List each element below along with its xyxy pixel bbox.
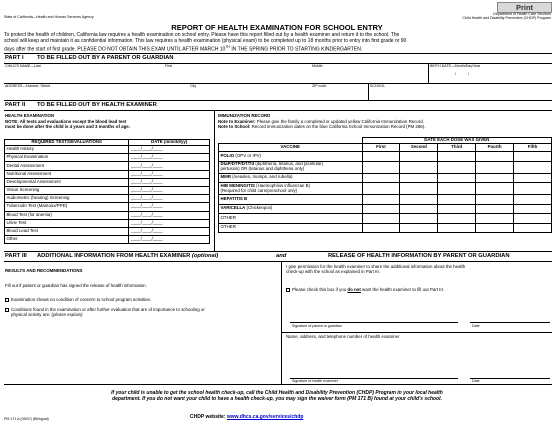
- immunization-title: IMMUNIZATION RECORD: [218, 113, 271, 118]
- dose-date-field[interactable]: [438, 152, 476, 162]
- dose-date-field[interactable]: [362, 152, 400, 162]
- test-date-field[interactable]: ____/____/____: [129, 146, 210, 154]
- part2-title: TO BE FILLED OUT BY HEALTH EXAMINER: [37, 102, 157, 108]
- examiner-info-field[interactable]: [286, 340, 550, 370]
- test-date-field[interactable]: ____/____/____: [129, 236, 210, 244]
- dose-date-field[interactable]: [476, 152, 514, 162]
- health-exam-note-1: NOTE: All tests and evaluations except the blood lead test: [5, 119, 127, 124]
- test-name: Blood Lead Test: [5, 227, 129, 235]
- health-exam-title: HEALTH EXAMINATION: [5, 113, 55, 118]
- examiner-signature-field[interactable]: [290, 368, 458, 378]
- vaccine-name: HIB MENINGITIS (Haemophilus influenzae B) (Required for child care/preschool only): [219, 183, 363, 195]
- vaccine-name: HEPATITIS B: [219, 195, 363, 205]
- table-row: [5, 195, 210, 203]
- form-title: REPORT OF HEALTH EXAMINATION FOR SCHOOL ENTRY: [171, 23, 383, 32]
- dose-fifth: Fifth: [514, 144, 552, 152]
- do-not-share-checkbox[interactable]: [286, 288, 290, 292]
- table-row: [5, 203, 210, 211]
- conditions-checkbox[interactable]: [5, 308, 9, 312]
- test-date-field[interactable]: ____/____/____: [129, 162, 210, 170]
- sig-parent-label: Signature of parent or guardian: [292, 324, 342, 328]
- test-name: Physical Examination: [5, 154, 129, 162]
- required-tests-table: [4, 139, 210, 244]
- test-date-field[interactable]: ____/____/____: [129, 154, 210, 162]
- imm-note-examiner: Note to Examiner: Please give the family a completed or updated yellow California Immunization Record.: [218, 119, 424, 124]
- test-name: Other: [5, 236, 129, 244]
- name-address-label: Name, address, and telephone number of health examiner: [286, 334, 400, 339]
- chdp-notice: If your child is unable to get the school health check-up, call the Child Health and Disability Prevention (CHDP) Program in your local health department. If you do not want your child to have a health check-up, you may sign the waiver form (PM 171 B) found at your child's school.: [111, 390, 443, 402]
- dose-date-field[interactable]: [476, 223, 514, 233]
- agency-right-1: Department of Health Care Services: [493, 12, 551, 16]
- dose-date-field[interactable]: [400, 161, 438, 173]
- no-concern-checkbox[interactable]: [5, 298, 9, 302]
- vaccine-name: OTHER: [219, 214, 363, 224]
- dose-date-field[interactable]: [514, 161, 552, 173]
- table-row: [5, 154, 210, 162]
- check-conditions: Conditions found in the examination or after further evaluation that are of importance to schooling or physical activity are: (please explain): [5, 307, 277, 317]
- dose-date-field[interactable]: [438, 173, 476, 183]
- agency-left: State of California—Health and Human Services Agency: [4, 15, 94, 19]
- birth-date-label: BIRTH DATE—Month/Day/Year: [430, 64, 481, 68]
- dose-date-field[interactable]: [400, 152, 438, 162]
- dose-date-field[interactable]: [476, 214, 514, 224]
- sig-examiner-date-label: Date: [472, 379, 480, 383]
- childs-name-label: CHILD'S NAME—Last: [5, 64, 41, 68]
- vaccine-name: DtaP/DTP/DT/Td (diphtheria, tetanus, and [acellular] pertussis) OR (tetanus and diphtheria only): [219, 161, 363, 173]
- intro-text: To protect the health of children, California law requires a health examination on school entry. Please have this report filled out by a health examiner and return it to the school. The school will keep and maintain it as confidential information. This law requires a health examination (physical exam) to be completed up to 18 months prior to entry into first grade or 90 days after the start of first grade. PLEASE DO NOT OBTAIN THIS EXAM UNTIL AFTER MARCH 10TH IN THE SPRING PRIOR TO STARTING KINDERGARTEN.: [4, 32, 407, 53]
- dose-date-field[interactable]: [438, 214, 476, 224]
- dose-date-field[interactable]: [514, 195, 552, 205]
- dose-third: Third: [438, 144, 476, 152]
- test-name: Vision Screening: [5, 186, 129, 194]
- dose-date-field[interactable]: [438, 183, 476, 195]
- dose-date-field[interactable]: [438, 195, 476, 205]
- test-date-field[interactable]: ____/____/____: [129, 186, 210, 194]
- part1-title: TO BE FILLED OUT BY A PARENT OR GUARDIAN: [37, 55, 174, 61]
- dose-date-field[interactable]: [400, 204, 438, 214]
- vaccine-row: [219, 223, 552, 233]
- col-header-tests: REQUIRED TESTS/EVALUATIONS: [5, 140, 129, 146]
- address-label: ADDRESS—Number, Street: [5, 84, 51, 88]
- dose-date-field[interactable]: [476, 161, 514, 173]
- dose-date-field[interactable]: [400, 195, 438, 205]
- dose-date-field[interactable]: [400, 183, 438, 195]
- vaccine-name: POLIO (OPV or IPV): [219, 152, 363, 162]
- school-label: SCHOOL: [370, 84, 386, 88]
- immunization-table: [218, 137, 552, 233]
- part1-label: PART I: [5, 55, 24, 61]
- vaccine-row: [219, 204, 552, 214]
- test-date-field[interactable]: ____/____/____: [129, 211, 210, 219]
- conditions-explain-area[interactable]: [5, 320, 277, 380]
- birth-date-slash-1: /: [455, 72, 456, 76]
- table-row: [5, 227, 210, 235]
- table-row: [5, 211, 210, 219]
- dose-date-field[interactable]: [400, 214, 438, 224]
- part3-label: PART III: [5, 253, 27, 259]
- dose-date-field[interactable]: [362, 173, 400, 183]
- dose-date-field[interactable]: [476, 183, 514, 195]
- dose-header: DATE EACH DOSE WAS GIVEN: [362, 138, 552, 144]
- dose-fourth: Fourth: [476, 144, 514, 152]
- dose-date-field[interactable]: [362, 214, 400, 224]
- vaccine-row: [219, 161, 552, 173]
- dose-date-field[interactable]: [476, 195, 514, 205]
- table-row: [5, 236, 210, 244]
- form-number: PM 171 A (09/07) (Bilingual): [4, 417, 49, 421]
- col-header-date: DATE (mm/dd/yy): [129, 140, 210, 146]
- childs-name-field[interactable]: [4, 63, 429, 83]
- dose-date-field[interactable]: [514, 214, 552, 224]
- test-name: Developmental Assessment: [5, 178, 129, 186]
- school-field[interactable]: [369, 83, 552, 100]
- part2-label: PART II: [5, 102, 26, 108]
- table-row: [5, 186, 210, 194]
- vaccine-name: VARICELLA (Chickenpox): [219, 204, 363, 214]
- dose-date-field[interactable]: [514, 204, 552, 214]
- parent-signature-field[interactable]: [290, 310, 458, 322]
- test-name: Urine Test: [5, 219, 129, 227]
- vaccine-row: [219, 152, 552, 162]
- dose-date-field[interactable]: [400, 223, 438, 233]
- test-name: Tuberculin Test (Mantoux/PPD): [5, 203, 129, 211]
- table-row: [5, 178, 210, 186]
- dose-date-field[interactable]: [362, 223, 400, 233]
- dose-date-field[interactable]: [514, 152, 552, 162]
- part3-and: and: [276, 253, 287, 259]
- test-name: Audiometric (hearing) Screening: [5, 195, 129, 203]
- sig-examiner-label: Signature of health examiner: [292, 379, 338, 383]
- parent-date-field[interactable]: [470, 310, 550, 322]
- chdp-website: CHDP website: www.dhcs.ca.gov/services/chdp: [190, 414, 304, 420]
- dose-date-field[interactable]: [476, 173, 514, 183]
- test-date-field[interactable]: ____/____/____: [129, 170, 210, 178]
- dose-date-field[interactable]: [438, 223, 476, 233]
- vaccine-row: [219, 173, 552, 183]
- table-row: [5, 162, 210, 170]
- city-label: City: [190, 84, 197, 88]
- health-exam-note-2: must be done after the child is 4 years and 3 months of age.: [5, 124, 130, 129]
- test-date-field[interactable]: ____/____/____: [129, 227, 210, 235]
- table-row: [5, 170, 210, 178]
- test-name: Health History: [5, 146, 129, 154]
- dose-date-field[interactable]: [514, 223, 552, 233]
- imm-note-school: Note to School: Record immunization dates on the blue California School Immunization Record (PM 286).: [218, 124, 426, 129]
- dose-date-field[interactable]: [362, 204, 400, 214]
- test-date-field[interactable]: ____/____/____: [129, 178, 210, 186]
- test-name: Blood Test (for anemia): [5, 211, 129, 219]
- table-row: [5, 219, 210, 227]
- middle-name-label: Middle: [312, 64, 323, 68]
- first-name-label: First: [165, 64, 172, 68]
- table-row: [5, 146, 210, 154]
- dose-date-field[interactable]: [476, 204, 514, 214]
- test-date-field[interactable]: ____/____/____: [129, 203, 210, 211]
- fill-out-note: Fill out if patient or guardian has signed the release of health information.: [5, 283, 147, 288]
- test-date-field[interactable]: ____/____/____: [129, 195, 210, 203]
- vaccine-row: [219, 195, 552, 205]
- do-not-check: Please check this box if you do not want the health examiner to fill out Part III.: [286, 287, 444, 292]
- dose-date-field[interactable]: [438, 161, 476, 173]
- dose-second: Second: [400, 144, 438, 152]
- vaccine-name: OTHER: [219, 223, 363, 233]
- zip-label: ZIP code: [312, 84, 327, 88]
- vaccine-row: [219, 183, 552, 195]
- sig-parent-date-label: Date: [472, 324, 480, 328]
- dose-date-field[interactable]: [514, 173, 552, 183]
- test-name: Dental Assessment: [5, 162, 129, 170]
- agency-right-2: Child Health and Disability Prevention (CHDP) Program: [462, 16, 551, 20]
- test-date-field[interactable]: ____/____/____: [129, 219, 210, 227]
- results-title: RESULTS AND RECOMMENDATIONS: [5, 268, 83, 273]
- vaccine-name: MMR (measles, mumps, and rubella): [219, 173, 363, 183]
- dose-date-field[interactable]: [438, 204, 476, 214]
- permission-text: I give permission for the health examiner to share the additional information about the health check-up with the school as explained in Part III.: [286, 264, 466, 274]
- vaccine-header: VACCINE: [219, 144, 363, 152]
- dose-first: First: [362, 144, 400, 152]
- dose-date-field[interactable]: [514, 183, 552, 195]
- dose-date-field[interactable]: [362, 161, 400, 173]
- dose-date-field[interactable]: [362, 195, 400, 205]
- vaccine-row: [219, 214, 552, 224]
- release-title: RELEASE OF HEALTH INFORMATION BY PARENT OR GUARDIAN: [328, 253, 510, 259]
- check-no-concern: Examination shows no condition of concern to school program activities.: [5, 297, 151, 302]
- print-button[interactable]: Print: [497, 2, 552, 13]
- examiner-date-field[interactable]: [470, 368, 550, 378]
- birth-date-slash-2: /: [468, 72, 469, 76]
- chdp-website-link[interactable]: www.dhcs.ca.gov/services/chdp: [226, 414, 304, 420]
- test-name: Nutritional Assessment: [5, 170, 129, 178]
- dose-date-field[interactable]: [362, 183, 400, 195]
- part3-title: ADDITIONAL INFORMATION FROM HEALTH EXAMINER (optional): [37, 253, 219, 259]
- dose-date-field[interactable]: [400, 173, 438, 183]
